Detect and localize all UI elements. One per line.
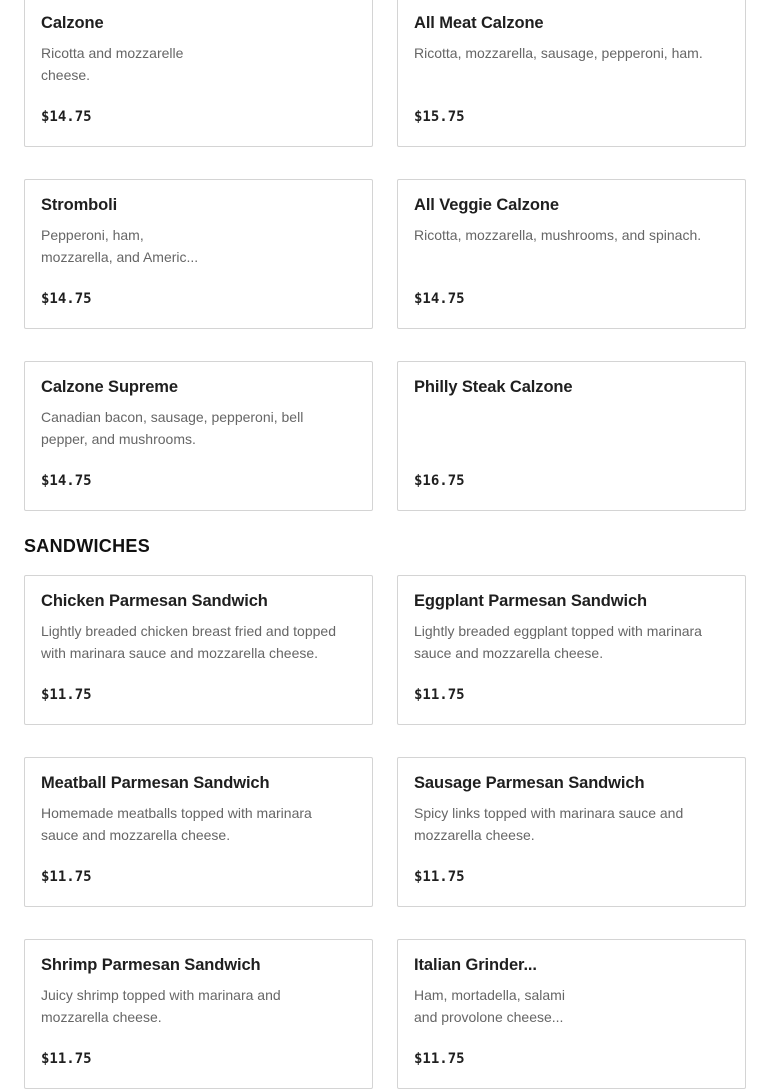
menu-item-description: Juicy shrimp topped with marinara and mozzarella cheese. xyxy=(41,987,281,1025)
menu-item-name: Calzone xyxy=(41,14,104,32)
menu-item-card[interactable] xyxy=(397,757,746,907)
menu-item-description: Homemade meatballs topped with marinara sauce and mozzarella cheese. xyxy=(41,805,312,843)
menu-item-description: Ricotta, mozzarella, sausage, pepperoni, ham. xyxy=(414,45,703,61)
menu-item-price: $11.75 xyxy=(41,687,92,703)
menu-item-price: $11.75 xyxy=(414,869,465,885)
menu-item-card[interactable] xyxy=(397,939,746,1089)
menu-item-description: Ricotta, mozzarella, mushrooms, and spinach. xyxy=(414,227,702,243)
menu-item-name: Stromboli xyxy=(41,196,118,214)
menu-item-card[interactable] xyxy=(24,939,373,1089)
menu-item-card[interactable] xyxy=(24,575,373,725)
menu-item-price: $11.75 xyxy=(414,1051,465,1067)
menu-item-description: Ricotta and mozzarelle cheese. xyxy=(41,45,184,83)
menu-item-name: Chicken Parmesan Sandwich xyxy=(41,592,268,610)
menu-item-name: Calzone Supreme xyxy=(41,378,178,396)
menu-item-card[interactable] xyxy=(24,0,373,147)
menu-item-card[interactable] xyxy=(397,179,746,329)
menu-item-price: $16.75 xyxy=(414,473,465,489)
menu-item-price: $11.75 xyxy=(41,869,92,885)
menu-item-price: $14.75 xyxy=(414,291,465,307)
menu-item-description: Lightly breaded eggplant topped with marinara sauce and mozzarella cheese. xyxy=(414,623,702,661)
menu-item-card[interactable] xyxy=(397,361,746,511)
menu-item-description: Spicy links topped with marinara sauce and mozzarella cheese. xyxy=(414,805,684,843)
menu-item-price: $15.75 xyxy=(414,109,465,125)
menu-item-card[interactable] xyxy=(24,179,373,329)
menu-item-price: $14.75 xyxy=(41,291,92,307)
menu-item-description: Pepperoni, ham, mozzarella, and Americ... xyxy=(41,227,199,265)
menu-item-name: Philly Steak Calzone xyxy=(414,378,573,396)
menu-item-name: Sausage Parmesan Sandwich xyxy=(414,774,645,792)
menu-item-description: Ham, mortadella, salami and provolone cheese... xyxy=(414,987,565,1025)
menu-item-card[interactable] xyxy=(24,361,373,511)
menu-item-name: All Veggie Calzone xyxy=(414,196,559,214)
menu-item-card[interactable] xyxy=(397,575,746,725)
menu-item-description: Canadian bacon, sausage, pepperoni, bell pepper, and mushrooms. xyxy=(41,409,304,447)
menu-item-name: All Meat Calzone xyxy=(414,14,544,32)
menu-item-price: $14.75 xyxy=(41,109,92,125)
section-heading-sandwiches: SANDWICHES xyxy=(24,536,151,556)
menu-item-price: $14.75 xyxy=(41,473,92,489)
menu-item-name: Italian Grinder... xyxy=(414,956,537,974)
menu-item-card[interactable] xyxy=(24,757,373,907)
menu-item-name: Shrimp Parmesan Sandwich xyxy=(41,956,261,974)
menu-item-price: $11.75 xyxy=(414,687,465,703)
menu-item-name: Eggplant Parmesan Sandwich xyxy=(414,592,648,610)
menu-item-description: Lightly breaded chicken breast fried and topped with marinara sauce and mozzarella cheese. xyxy=(41,623,336,661)
menu-item-name: Meatball Parmesan Sandwich xyxy=(41,774,270,792)
menu-item-price: $11.75 xyxy=(41,1051,92,1067)
menu-item-card[interactable] xyxy=(397,0,746,147)
